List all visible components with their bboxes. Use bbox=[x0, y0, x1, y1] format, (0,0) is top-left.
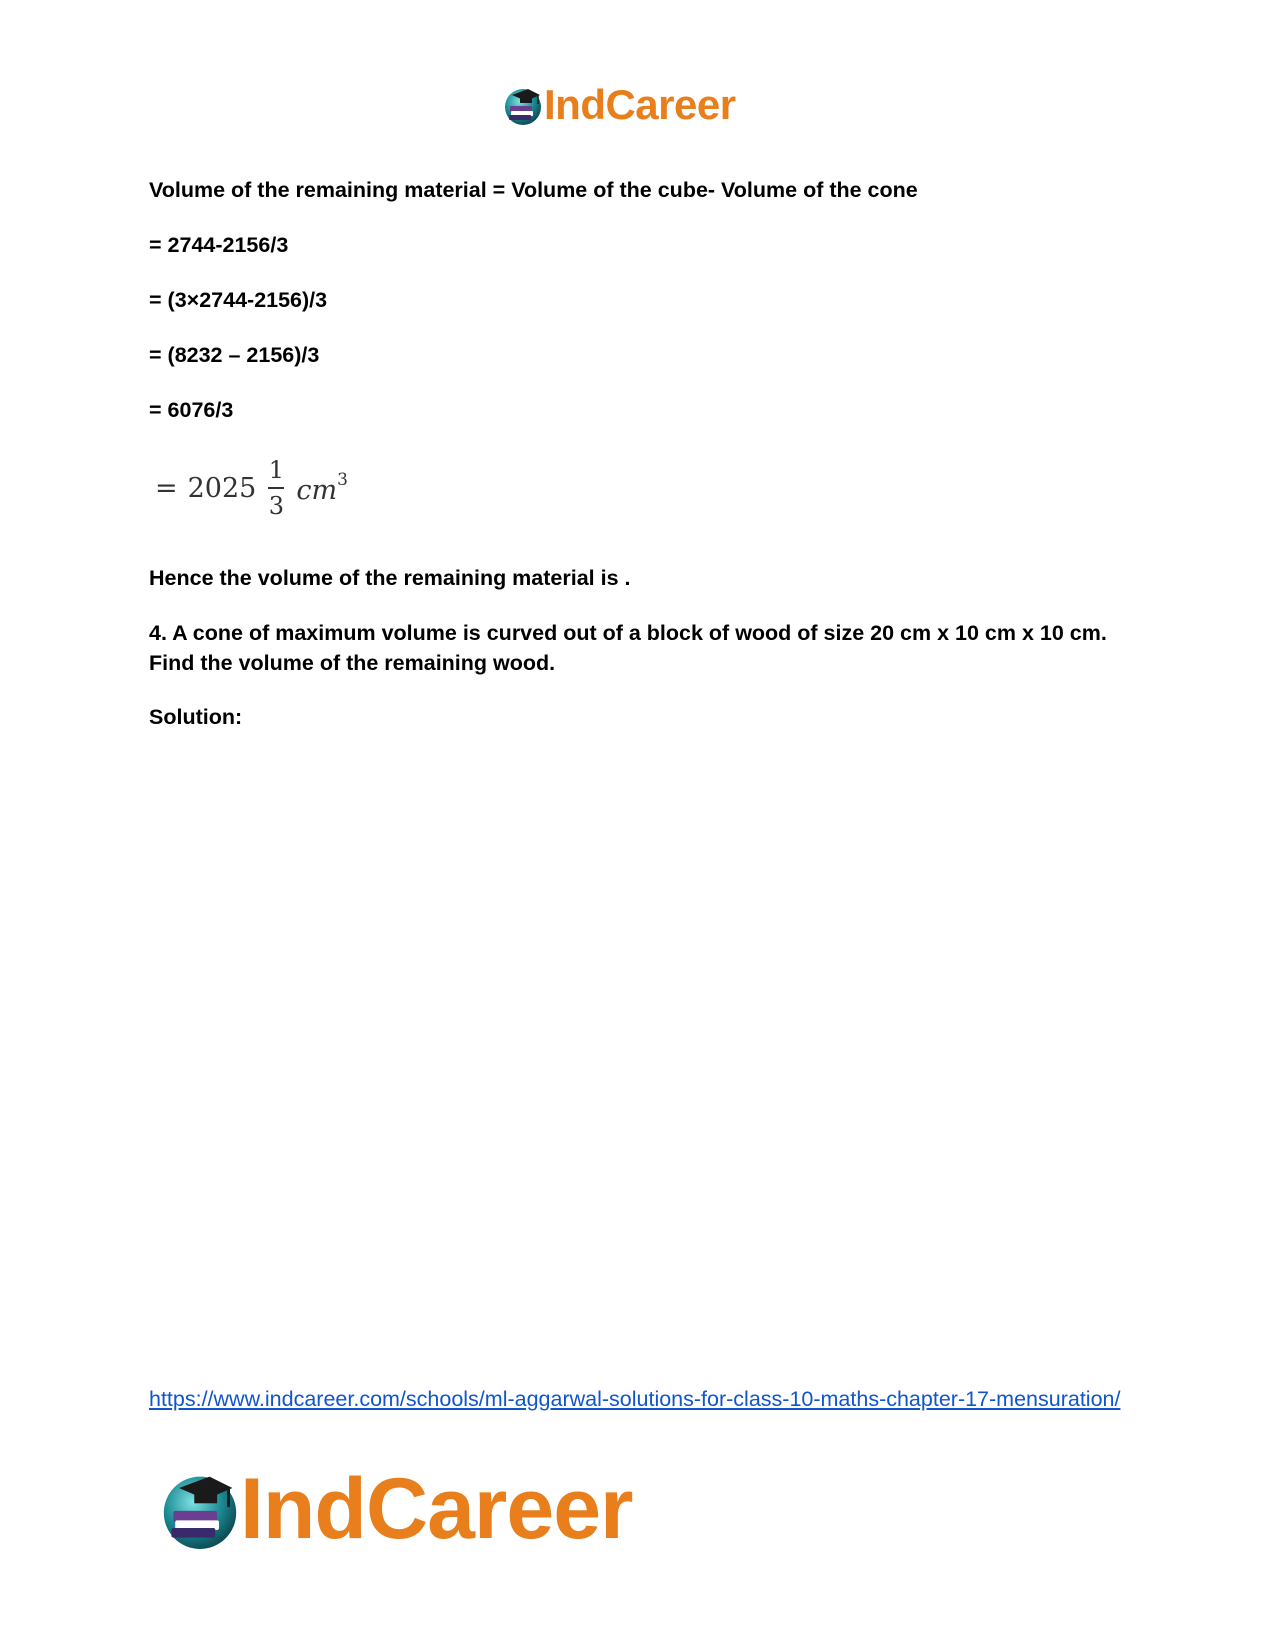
math-expression bbox=[155, 452, 348, 524]
fraction-bar bbox=[268, 487, 284, 489]
solution-label: Solution: bbox=[149, 705, 243, 729]
math-whole-number: 2025 bbox=[187, 472, 257, 504]
math-exponent: 3 bbox=[337, 470, 348, 490]
header-logo bbox=[502, 80, 736, 130]
math-denominator: 3 bbox=[268, 491, 284, 520]
text-line-6: Hence the volume of the remaining material is . bbox=[149, 566, 631, 590]
math-unit bbox=[296, 470, 348, 506]
logo-text: IndCareer bbox=[544, 81, 736, 128]
text-line-1: Volume of the remaining material = Volume of the cube- Volume of the cone bbox=[149, 178, 918, 202]
math-unit-text: cm bbox=[296, 475, 338, 506]
footer-logo bbox=[160, 1462, 633, 1556]
text-line-5: = 6076/3 bbox=[149, 398, 234, 422]
math-equals: = bbox=[155, 472, 178, 504]
text-line-4: = (8232 – 2156)/3 bbox=[149, 343, 320, 367]
source-url-link[interactable]: https://www.indcareer.com/schools/ml-aggarwal-solutions-for-class-10-maths-chapter-17-mensuration/ bbox=[149, 1387, 1121, 1411]
logo-text: IndCareer bbox=[240, 1460, 633, 1557]
math-numerator: 1 bbox=[268, 456, 284, 485]
math-fraction bbox=[268, 456, 284, 520]
graduation-globe-icon bbox=[502, 84, 544, 126]
question-text: 4. A cone of maximum volume is curved out of a block of wood of size 20 cm x 10 cm x 10 cm. Find the volume of the remaining wood. bbox=[149, 621, 1107, 675]
text-line-2: = 2744-2156/3 bbox=[149, 233, 289, 257]
text-line-3: = (3×2744-2156)/3 bbox=[149, 288, 328, 312]
graduation-globe-icon bbox=[160, 1467, 240, 1551]
